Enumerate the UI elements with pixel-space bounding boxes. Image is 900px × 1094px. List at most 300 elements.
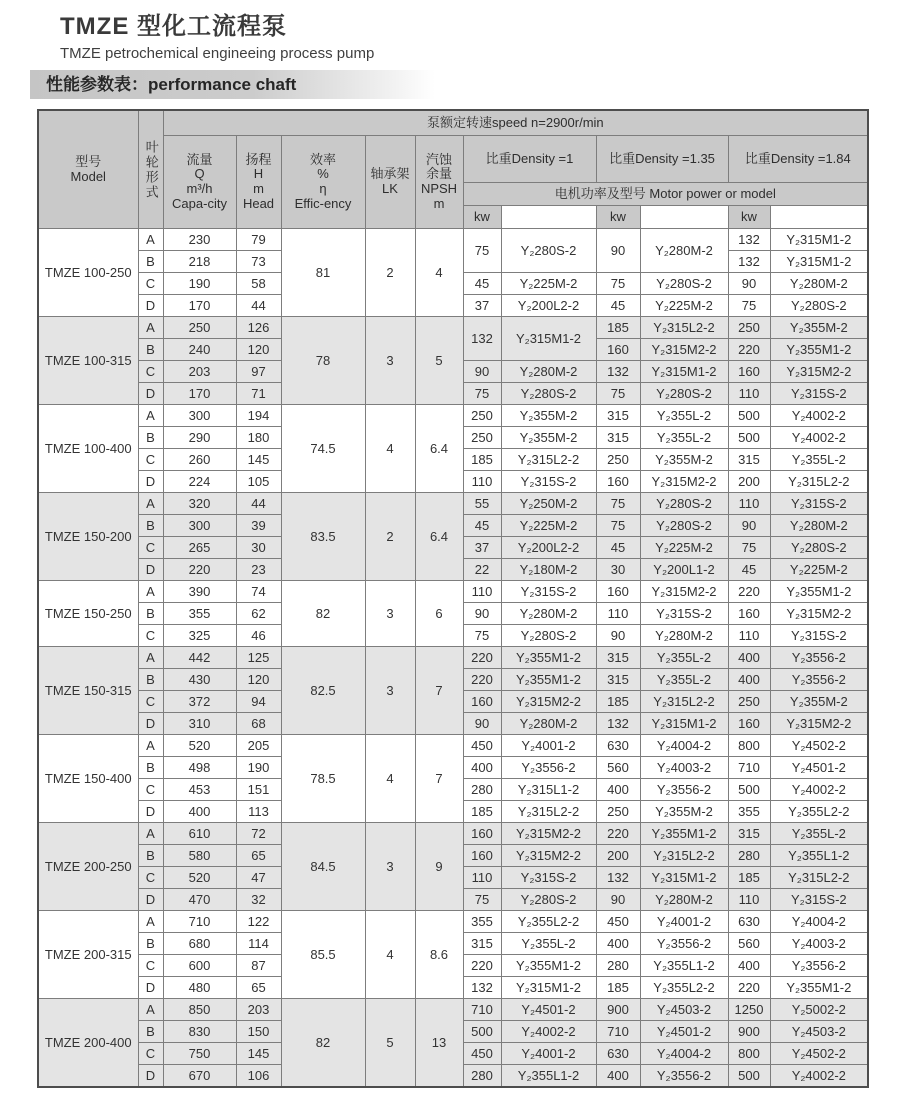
motor-model: Y₂5002-2: [770, 999, 868, 1021]
flow-value: 170: [163, 295, 236, 317]
flow-value: 240: [163, 339, 236, 361]
impeller-type: C: [138, 361, 163, 383]
impeller-type: B: [138, 1021, 163, 1043]
col-header-npsh: 汽蚀 余量 NPSH m: [415, 136, 463, 229]
head-value: 180: [236, 427, 281, 449]
head-value: 62: [236, 603, 281, 625]
npsh-value: 6: [415, 581, 463, 647]
motor-model: Y₂315M1-2: [770, 251, 868, 273]
head-value: 145: [236, 1043, 281, 1065]
flow-value: 430: [163, 669, 236, 691]
motor-kw: 450: [596, 911, 640, 933]
motor-kw: 450: [463, 1043, 501, 1065]
motor-kw: 400: [728, 669, 770, 691]
flow-value: 310: [163, 713, 236, 735]
motor-model: Y₂4003-2: [640, 757, 728, 779]
head-value: 71: [236, 383, 281, 405]
motor-model: Y₂4501-2: [501, 999, 596, 1021]
motor-kw: 132: [463, 317, 501, 361]
flow-value: 300: [163, 515, 236, 537]
motor-model: Y₂280S-2: [640, 515, 728, 537]
motor-kw: 37: [463, 295, 501, 317]
head-value: 120: [236, 339, 281, 361]
motor-model: Y₂315M2-2: [501, 691, 596, 713]
motor-kw: 75: [463, 229, 501, 273]
flow-value: 170: [163, 383, 236, 405]
motor-model: Y₂355M1-2: [501, 669, 596, 691]
motor-kw: 220: [728, 581, 770, 603]
motor-kw: 185: [463, 801, 501, 823]
motor-kw: 400: [728, 647, 770, 669]
motor-kw: 160: [728, 603, 770, 625]
motor-model: Y₂315M1-2: [640, 713, 728, 735]
motor-kw: 110: [463, 581, 501, 603]
flow-value: 224: [163, 471, 236, 493]
impeller-type: A: [138, 735, 163, 757]
motor-model: Y₂355L2-2: [640, 977, 728, 999]
motor-kw: 75: [596, 493, 640, 515]
motor-kw: 45: [463, 273, 501, 295]
header-rated-speed: 泵额定转速speed n=2900r/min: [163, 110, 868, 136]
motor-kw: 110: [463, 867, 501, 889]
motor-model: Y₂280S-2: [501, 625, 596, 647]
head-value: 30: [236, 537, 281, 559]
motor-kw: 800: [728, 735, 770, 757]
table-row: [38, 999, 868, 1021]
table-row: [38, 823, 868, 845]
motor-model: Y₂280M-2: [640, 889, 728, 911]
pump-model-name: TMZE 150-250: [38, 581, 138, 647]
motor-model: Y₂355M-2: [640, 801, 728, 823]
table-row: [38, 493, 868, 515]
head-value: 68: [236, 713, 281, 735]
motor-kw: 315: [596, 405, 640, 427]
motor-model: Y₂315L2-2: [770, 867, 868, 889]
efficiency-value: 84.5: [281, 823, 365, 911]
motor-model: Y₂200L1-2: [640, 559, 728, 581]
bearing-frame-value: 5: [365, 999, 415, 1088]
impeller-type: A: [138, 647, 163, 669]
impeller-type: B: [138, 933, 163, 955]
pump-model-name: TMZE 100-315: [38, 317, 138, 405]
motor-kw: 132: [596, 713, 640, 735]
motor-model: Y₂315S-2: [770, 625, 868, 647]
motor-model: Y₂355M-2: [501, 427, 596, 449]
motor-model: Y₂4004-2: [640, 735, 728, 757]
motor-kw: 560: [596, 757, 640, 779]
pump-model-name: TMZE 150-315: [38, 647, 138, 735]
head-value: 125: [236, 647, 281, 669]
motor-model: Y₂280M-2: [501, 713, 596, 735]
header-kw-2: kw: [596, 206, 640, 229]
motor-kw: 220: [463, 647, 501, 669]
motor-model: Y₂3556-2: [770, 669, 868, 691]
bearing-frame-value: 3: [365, 317, 415, 405]
head-value: 145: [236, 449, 281, 471]
motor-kw: 400: [728, 955, 770, 977]
motor-kw: 400: [596, 933, 640, 955]
header-model-blank-2: [640, 206, 728, 229]
motor-kw: 160: [596, 581, 640, 603]
motor-model: Y₂180M-2: [501, 559, 596, 581]
motor-kw: 110: [728, 625, 770, 647]
motor-kw: 110: [728, 889, 770, 911]
motor-model: Y₂4002-2: [770, 1065, 868, 1088]
motor-model: Y₂355M-2: [501, 405, 596, 427]
col-header-efficiency: 效率 % η Effic-ency: [281, 136, 365, 229]
motor-kw: 630: [728, 911, 770, 933]
motor-model: Y₂280S-2: [770, 295, 868, 317]
motor-kw: 800: [728, 1043, 770, 1065]
motor-model: Y₂280S-2: [640, 383, 728, 405]
bearing-frame-value: 3: [365, 823, 415, 911]
efficiency-value: 82: [281, 581, 365, 647]
motor-model: Y₂315L2-2: [640, 691, 728, 713]
motor-kw: 132: [728, 229, 770, 251]
motor-kw: 160: [596, 339, 640, 361]
motor-kw: 250: [596, 801, 640, 823]
table-row: [38, 911, 868, 933]
head-value: 79: [236, 229, 281, 251]
flow-value: 325: [163, 625, 236, 647]
motor-kw: 30: [596, 559, 640, 581]
table-row: [38, 229, 868, 251]
motor-model: Y₂315M1-2: [640, 867, 728, 889]
motor-model: Y₂200L2-2: [501, 537, 596, 559]
impeller-type: B: [138, 251, 163, 273]
header-model-blank-1: [501, 206, 596, 229]
motor-model: Y₂315M2-2: [640, 339, 728, 361]
motor-model: Y₂280M-2: [501, 603, 596, 625]
motor-kw: 355: [463, 911, 501, 933]
motor-kw: 400: [596, 1065, 640, 1088]
motor-kw: 280: [463, 1065, 501, 1088]
motor-model: Y₂315M2-2: [770, 603, 868, 625]
table-row: [38, 405, 868, 427]
motor-kw: 710: [596, 1021, 640, 1043]
motor-model: Y₂315M2-2: [501, 823, 596, 845]
npsh-value: 9: [415, 823, 463, 911]
col-header-model: 型号 Model: [38, 110, 138, 229]
motor-kw: 710: [463, 999, 501, 1021]
motor-model: Y₂355L1-2: [501, 1065, 596, 1088]
motor-kw: 560: [728, 933, 770, 955]
efficiency-value: 78.5: [281, 735, 365, 823]
head-value: 23: [236, 559, 281, 581]
motor-model: Y₂280M-2: [770, 273, 868, 295]
head-value: 97: [236, 361, 281, 383]
motor-kw: 75: [463, 383, 501, 405]
motor-model: Y₂280S-2: [501, 229, 596, 273]
motor-model: Y₂3556-2: [501, 757, 596, 779]
efficiency-value: 81: [281, 229, 365, 317]
flow-value: 680: [163, 933, 236, 955]
motor-kw: 160: [728, 713, 770, 735]
motor-kw: 900: [596, 999, 640, 1021]
motor-kw: 90: [463, 361, 501, 383]
motor-model: Y₂225M-2: [640, 537, 728, 559]
motor-kw: 185: [596, 977, 640, 999]
motor-model: Y₂3556-2: [770, 955, 868, 977]
flow-value: 320: [163, 493, 236, 515]
motor-model: Y₂355M1-2: [501, 647, 596, 669]
bearing-frame-value: 2: [365, 229, 415, 317]
motor-model: Y₂280S-2: [770, 537, 868, 559]
motor-kw: 280: [463, 779, 501, 801]
pump-model-name: TMZE 200-250: [38, 823, 138, 911]
motor-model: Y₂315M1-2: [501, 317, 596, 361]
motor-kw: 160: [728, 361, 770, 383]
motor-kw: 355: [728, 801, 770, 823]
head-value: 73: [236, 251, 281, 273]
motor-kw: 220: [728, 977, 770, 999]
impeller-type: C: [138, 1043, 163, 1065]
motor-kw: 45: [728, 559, 770, 581]
motor-kw: 900: [728, 1021, 770, 1043]
head-value: 58: [236, 273, 281, 295]
motor-kw: 185: [728, 867, 770, 889]
motor-kw: 220: [728, 339, 770, 361]
motor-model: Y₂315M1-2: [770, 229, 868, 251]
impeller-type: A: [138, 823, 163, 845]
motor-model: Y₂315L2-2: [501, 801, 596, 823]
npsh-value: 6.4: [415, 405, 463, 493]
motor-model: Y₂3556-2: [640, 933, 728, 955]
motor-kw: 500: [728, 427, 770, 449]
performance-table: [37, 109, 869, 1088]
page-subtitle: TMZE petrochemical engineeing process pump: [60, 45, 375, 62]
head-value: 194: [236, 405, 281, 427]
impeller-type: B: [138, 515, 163, 537]
motor-model: Y₂355M1-2: [501, 955, 596, 977]
motor-model: Y₂355L1-2: [770, 845, 868, 867]
motor-kw: 710: [728, 757, 770, 779]
motor-kw: 315: [596, 647, 640, 669]
motor-model: Y₂4502-2: [770, 1043, 868, 1065]
table-header: [38, 110, 868, 229]
motor-kw: 500: [728, 405, 770, 427]
motor-kw: 315: [728, 823, 770, 845]
head-value: 94: [236, 691, 281, 713]
motor-model: Y₂315S-2: [501, 867, 596, 889]
motor-model: Y₂355L-2: [640, 647, 728, 669]
motor-model: Y₂4503-2: [770, 1021, 868, 1043]
motor-kw: 280: [728, 845, 770, 867]
flow-value: 610: [163, 823, 236, 845]
impeller-type: C: [138, 449, 163, 471]
motor-model: Y₂4503-2: [640, 999, 728, 1021]
motor-model: Y₂355L2-2: [770, 801, 868, 823]
impeller-type: C: [138, 779, 163, 801]
head-value: 151: [236, 779, 281, 801]
npsh-value: 8.6: [415, 911, 463, 999]
head-value: 44: [236, 493, 281, 515]
bearing-frame-value: 3: [365, 581, 415, 647]
motor-model: Y₂355L2-2: [501, 911, 596, 933]
flow-value: 453: [163, 779, 236, 801]
flow-value: 830: [163, 1021, 236, 1043]
pump-model-name: TMZE 150-200: [38, 493, 138, 581]
npsh-value: 13: [415, 999, 463, 1088]
efficiency-value: 85.5: [281, 911, 365, 999]
motor-model: Y₂4002-2: [770, 779, 868, 801]
motor-kw: 315: [463, 933, 501, 955]
motor-model: Y₂4002-2: [770, 427, 868, 449]
impeller-type: C: [138, 273, 163, 295]
motor-model: Y₂315S-2: [770, 889, 868, 911]
impeller-type: B: [138, 339, 163, 361]
flow-value: 480: [163, 977, 236, 999]
head-value: 120: [236, 669, 281, 691]
motor-kw: 75: [463, 625, 501, 647]
motor-kw: 250: [728, 317, 770, 339]
motor-kw: 22: [463, 559, 501, 581]
motor-kw: 250: [463, 427, 501, 449]
impeller-type: A: [138, 229, 163, 251]
motor-model: Y₂315M2-2: [770, 713, 868, 735]
impeller-type: A: [138, 405, 163, 427]
header-kw-3: kw: [728, 206, 770, 229]
flow-value: 850: [163, 999, 236, 1021]
bearing-frame-value: 2: [365, 493, 415, 581]
motor-kw: 75: [728, 295, 770, 317]
motor-kw: 185: [596, 317, 640, 339]
motor-model: Y₂4003-2: [770, 933, 868, 955]
motor-kw: 630: [596, 1043, 640, 1065]
head-value: 106: [236, 1065, 281, 1088]
motor-model: Y₂315M1-2: [640, 361, 728, 383]
flow-value: 290: [163, 427, 236, 449]
page-title: TMZE 型化工流程泵: [60, 13, 287, 40]
motor-kw: 132: [596, 867, 640, 889]
impeller-type: B: [138, 669, 163, 691]
motor-kw: 160: [596, 471, 640, 493]
motor-kw: 450: [463, 735, 501, 757]
impeller-type: D: [138, 295, 163, 317]
impeller-type: A: [138, 999, 163, 1021]
head-value: 190: [236, 757, 281, 779]
motor-kw: 500: [728, 1065, 770, 1088]
motor-kw: 500: [728, 779, 770, 801]
motor-kw: 250: [728, 691, 770, 713]
npsh-value: 7: [415, 735, 463, 823]
motor-kw: 55: [463, 493, 501, 515]
head-value: 65: [236, 977, 281, 999]
flow-value: 190: [163, 273, 236, 295]
flow-value: 470: [163, 889, 236, 911]
flow-value: 265: [163, 537, 236, 559]
motor-model: Y₂355L-2: [770, 449, 868, 471]
motor-kw: 250: [596, 449, 640, 471]
motor-kw: 400: [596, 779, 640, 801]
header-density-184: 比重Density =1.84: [728, 136, 868, 183]
motor-kw: 75: [728, 537, 770, 559]
flow-value: 372: [163, 691, 236, 713]
table-row: [38, 317, 868, 339]
impeller-type: B: [138, 603, 163, 625]
motor-model: Y₂4001-2: [501, 735, 596, 757]
motor-model: Y₂315L2-2: [770, 471, 868, 493]
motor-model: Y₂280S-2: [501, 383, 596, 405]
motor-model: Y₂315M2-2: [770, 361, 868, 383]
motor-kw: 75: [596, 383, 640, 405]
motor-model: Y₂225M-2: [640, 295, 728, 317]
efficiency-value: 78: [281, 317, 365, 405]
motor-model: Y₂4501-2: [770, 757, 868, 779]
flow-value: 498: [163, 757, 236, 779]
motor-kw: 110: [596, 603, 640, 625]
motor-kw: 185: [596, 691, 640, 713]
flow-value: 750: [163, 1043, 236, 1065]
flow-value: 390: [163, 581, 236, 603]
motor-model: Y₂225M-2: [501, 515, 596, 537]
impeller-type: A: [138, 911, 163, 933]
motor-model: Y₂355M1-2: [770, 581, 868, 603]
head-value: 203: [236, 999, 281, 1021]
head-value: 72: [236, 823, 281, 845]
motor-kw: 160: [463, 845, 501, 867]
pump-model-name: TMZE 100-400: [38, 405, 138, 493]
motor-kw: 110: [728, 493, 770, 515]
flow-value: 230: [163, 229, 236, 251]
motor-kw: 90: [463, 603, 501, 625]
motor-model: Y₂315M2-2: [501, 845, 596, 867]
motor-kw: 500: [463, 1021, 501, 1043]
impeller-type: D: [138, 1065, 163, 1088]
motor-kw: 90: [728, 273, 770, 295]
motor-model: Y₂200L2-2: [501, 295, 596, 317]
motor-kw: 315: [728, 449, 770, 471]
motor-model: Y₂280S-2: [501, 889, 596, 911]
motor-kw: 315: [596, 669, 640, 691]
motor-kw: 45: [596, 295, 640, 317]
motor-kw: 160: [463, 691, 501, 713]
header-density-1: 比重Density =1: [463, 136, 596, 183]
npsh-value: 5: [415, 317, 463, 405]
header-density-135: 比重Density =1.35: [596, 136, 728, 183]
motor-model: Y₂250M-2: [501, 493, 596, 515]
motor-kw: 160: [463, 823, 501, 845]
motor-kw: 200: [596, 845, 640, 867]
flow-value: 520: [163, 867, 236, 889]
motor-model: Y₂4004-2: [640, 1043, 728, 1065]
motor-kw: 400: [463, 757, 501, 779]
efficiency-value: 82: [281, 999, 365, 1088]
flow-value: 220: [163, 559, 236, 581]
pump-model-name: TMZE 150-400: [38, 735, 138, 823]
motor-kw: 75: [596, 515, 640, 537]
motor-model: Y₂3556-2: [640, 779, 728, 801]
motor-kw: 90: [596, 229, 640, 273]
header-motor-power: 电机功率及型号 Motor power or model: [463, 183, 868, 206]
table-row: [38, 735, 868, 757]
motor-model: Y₂355L-2: [640, 427, 728, 449]
col-header-head: 扬程 H m Head: [236, 136, 281, 229]
head-value: 47: [236, 867, 281, 889]
motor-model: Y₂315S-2: [640, 603, 728, 625]
bearing-frame-value: 4: [365, 911, 415, 999]
impeller-type: C: [138, 955, 163, 977]
motor-kw: 132: [596, 361, 640, 383]
motor-kw: 90: [596, 625, 640, 647]
motor-kw: 110: [728, 383, 770, 405]
head-value: 39: [236, 515, 281, 537]
impeller-type: C: [138, 537, 163, 559]
flow-value: 580: [163, 845, 236, 867]
efficiency-value: 74.5: [281, 405, 365, 493]
motor-model: Y₂4004-2: [770, 911, 868, 933]
motor-model: Y₂315L2-2: [501, 449, 596, 471]
